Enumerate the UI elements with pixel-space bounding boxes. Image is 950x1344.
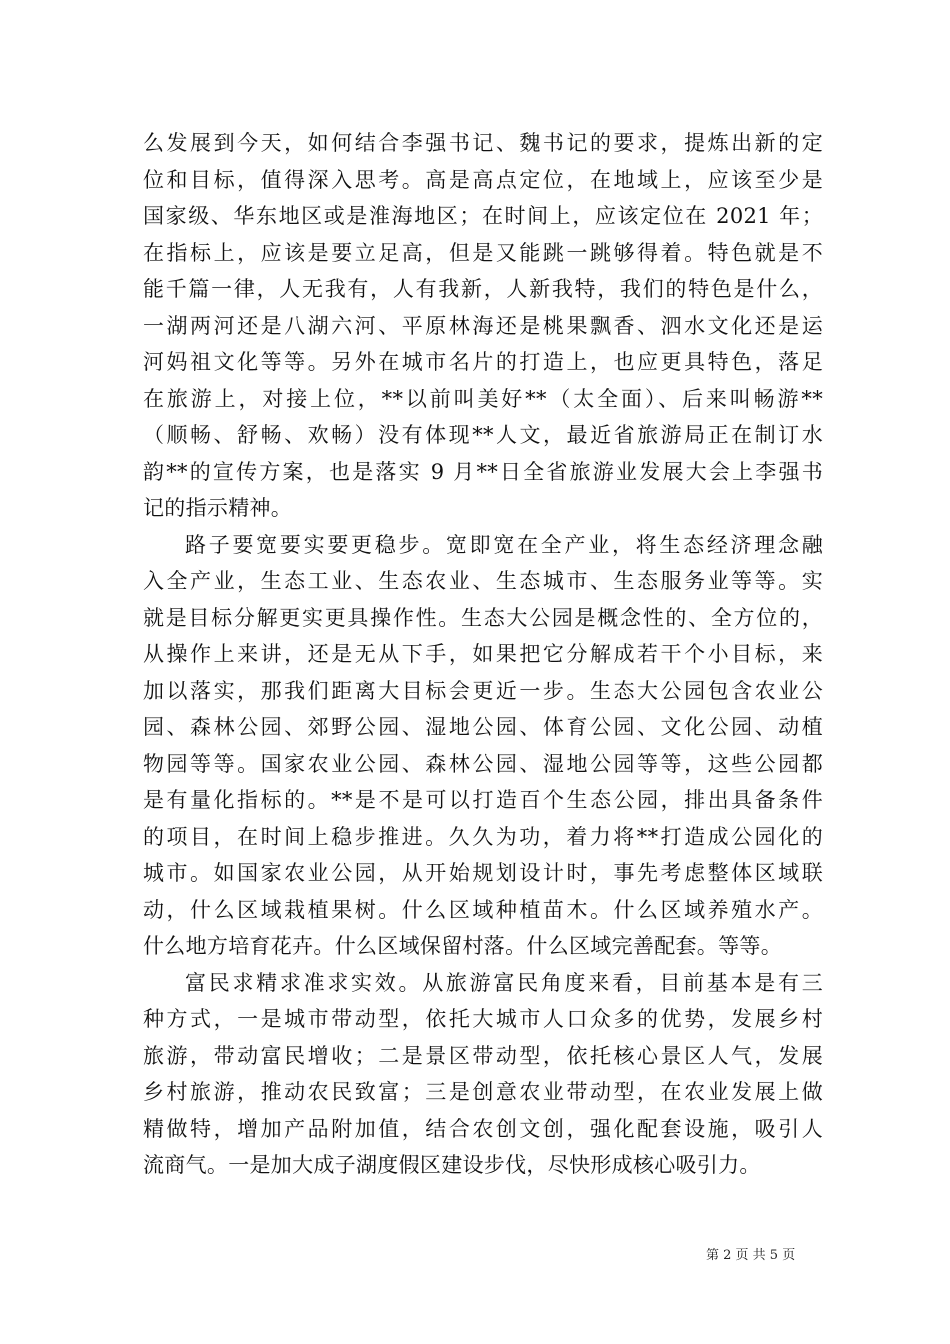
document-body bbox=[143, 125, 823, 1184]
text-line: 从操作上来讲，还是无从下手，如果把它分解成若干个小目标，来 bbox=[143, 642, 823, 666]
text-line: 园、森林公园、郊野公园、湿地公园、体育公园、文化公园、动植 bbox=[143, 715, 823, 739]
text-line: 什么地方培育花卉。什么区域保留村落。什么区域完善配套。等等。 bbox=[143, 934, 782, 958]
text-line: 入全产业，生态工业、生态农业、生态城市、生态服务业等等。实 bbox=[143, 569, 823, 593]
paragraph-3 bbox=[143, 965, 823, 1184]
text-line: 旅游，带动富民增收；二是景区带动型，依托核心景区人气，发展 bbox=[143, 1043, 823, 1068]
text-line: 就是目标分解更实更具操作性。生态大公园是概念性的、全方位的， bbox=[143, 605, 823, 630]
text-line: 的项目，在时间上稳步推进。久久为功，着力将**打造成公园化的 bbox=[143, 824, 823, 849]
text-line: 么发展到今天，如何结合李强书记、魏书记的要求，提炼出新的定 bbox=[143, 131, 823, 155]
text-line: 一湖两河还是八湖六河、平原林海还是桃果飘香、泗水文化还是运 bbox=[143, 313, 823, 338]
text-line: 种方式，一是城市带动型，依托大城市人口众多的优势，发展乡村 bbox=[143, 1007, 823, 1031]
text-line: 加以落实，那我们距离大目标会更近一步。生态大公园包含农业公 bbox=[143, 678, 823, 703]
text-line: 河妈祖文化等等。另外在城市名片的打造上，也应更具特色，落足 bbox=[143, 350, 823, 374]
text-line: 位和目标，值得深入思考。高是高点定位，在地域上，应该至少是 bbox=[143, 167, 823, 192]
text-line: 富民求精求准求实效。从旅游富民角度来看，目前基本是有三 bbox=[185, 970, 823, 995]
text-line: 动，什么区域栽植果树。什么区域种植苗木。什么区域养殖水产。 bbox=[143, 897, 823, 922]
text-line: （顺畅、舒畅、欢畅）没有体现**人文，最近省旅游局正在制订水 bbox=[143, 423, 823, 447]
text-line: 精做特，增加产品附加值，结合农创文创，强化配套设施，吸引人 bbox=[143, 1116, 823, 1141]
text-line: 记的指示精神。 bbox=[143, 496, 293, 520]
paragraph-2 bbox=[143, 527, 823, 965]
text-line: 路子要宽要实要更稳步。宽即宽在全产业，将生态经济理念融 bbox=[185, 532, 823, 557]
text-line: 城市。如国家农业公园，从开始规划设计时，事先考虑整体区域联 bbox=[143, 861, 823, 885]
text-line: 乡村旅游，推动农民致富；三是创意农业带动型，在农业发展上做 bbox=[143, 1080, 823, 1104]
text-line: 物园等等。国家农业公园、森林公园、湿地公园等等，这些公园都 bbox=[143, 751, 823, 776]
text-line: 国家级、华东地区或是淮海地区；在时间上，应该定位在 2021 年； bbox=[143, 204, 823, 228]
text-line: 流商气。一是加大成子湖度假区建设步伐，尽快形成核心吸引力。 bbox=[143, 1153, 761, 1177]
text-line: 能千篇一律，人无我有，人有我新，人新我特，我们的特色是什么， bbox=[143, 277, 823, 301]
text-line: 在指标上，应该是要立足高，但是又能跳一跳够得着。特色就是不 bbox=[143, 240, 823, 265]
text-line: 在旅游上，对接上位，**以前叫美好**（太全面）、后来叫畅游** bbox=[143, 386, 823, 411]
page-number: 第 2 页 共 5 页 bbox=[706, 1248, 796, 1263]
paragraph-1 bbox=[143, 125, 823, 527]
text-line: 韵**的宣传方案，也是落实 9 月**日全省旅游业发展大会上李强书 bbox=[143, 459, 823, 484]
text-line: 是有量化指标的。**是不是可以打造百个生态公园，排出具备条件 bbox=[143, 788, 823, 812]
